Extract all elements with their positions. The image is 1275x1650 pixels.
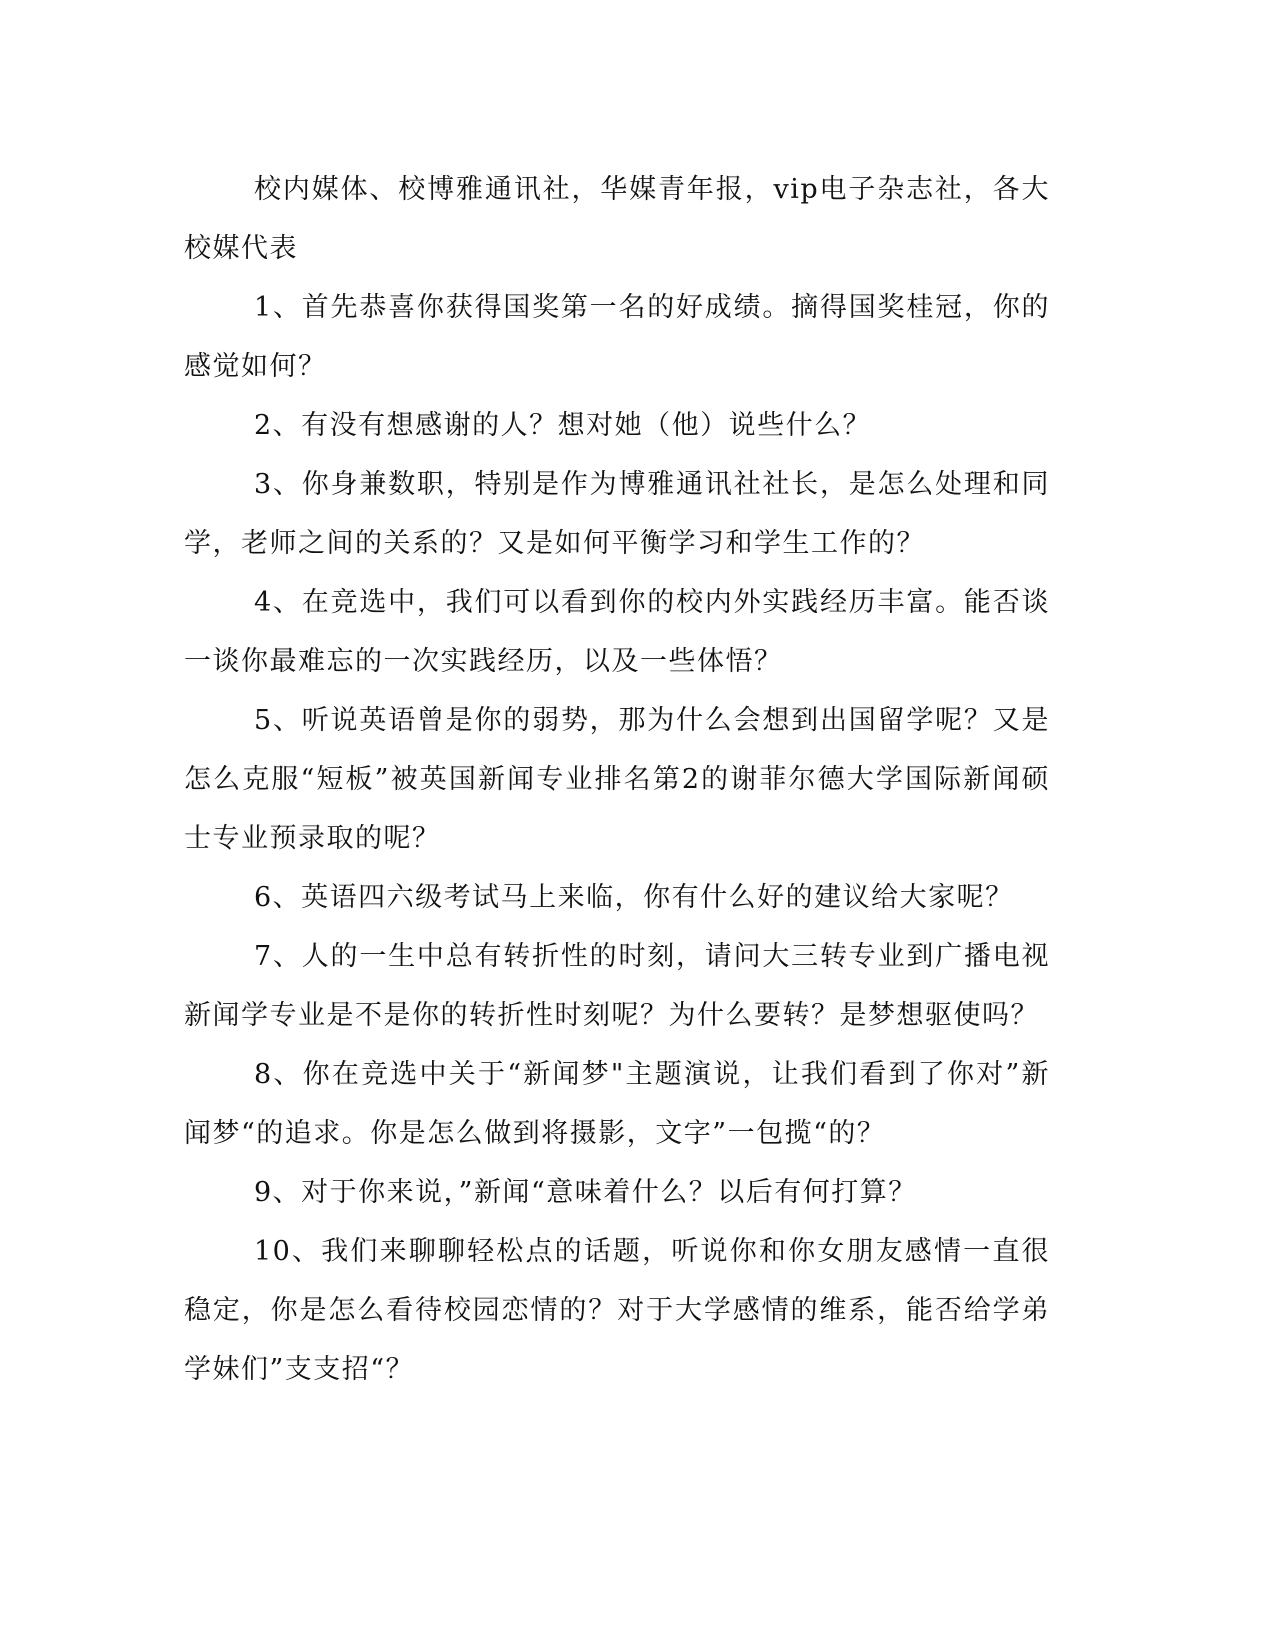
question-9: 9、对于你来说，”新闻“意味着什么？以后有何打算？	[254, 1177, 917, 1208]
question-1: 1、首先恭喜你获得国奖第一名的好成绩。摘得国奖桂冠，你的感觉如何？	[184, 292, 1050, 382]
question-8: 8、你在竞选中关于“新闻梦"主题演说，让我们看到了你对”新闻梦“的追求。你是怎么做到将摄影，文字”一包揽“的？	[184, 1059, 1050, 1149]
question-7: 7、人的一生中总有转折性的时刻，请问大三转专业到广播电视新闻学专业是不是你的转折性时刻呢？为什么要转？是梦想驱使吗？	[184, 941, 1050, 1031]
question-6: 6、英语四六级考试马上来临，你有什么好的建议给大家呢？	[254, 882, 1014, 913]
document-body	[184, 160, 1050, 1399]
question-4: 4、在竞选中，我们可以看到你的校内外实践经历丰富。能否谈一谈你最难忘的一次实践经历，以及一些体悟？	[184, 587, 1050, 677]
question-3: 3、你身兼数职，特别是作为博雅通讯社社长，是怎么处理和同学，老师之间的关系的？又是如何平衡学习和学生工作的？	[184, 469, 1050, 559]
intro-paragraph: 校内媒体、校博雅通讯社，华媒青年报，vip电子杂志社，各大校媒代表	[184, 174, 1050, 264]
question-2: 2、有没有想感谢的人？想对她（他）说些什么？	[254, 410, 872, 441]
question-5: 5、听说英语曾是你的弱势，那为什么会想到出国留学呢？又是怎么克服“短板”被英国新闻专业排名第2的谢菲尔德大学国际新闻硕士专业预录取的呢？	[184, 705, 1050, 854]
question-10: 10、我们来聊聊轻松点的话题，听说你和你女朋友感情一直很稳定，你是怎么看待校园恋情的？对于大学感情的维系，能否给学弟学妹们”支支招“？	[184, 1236, 1050, 1385]
